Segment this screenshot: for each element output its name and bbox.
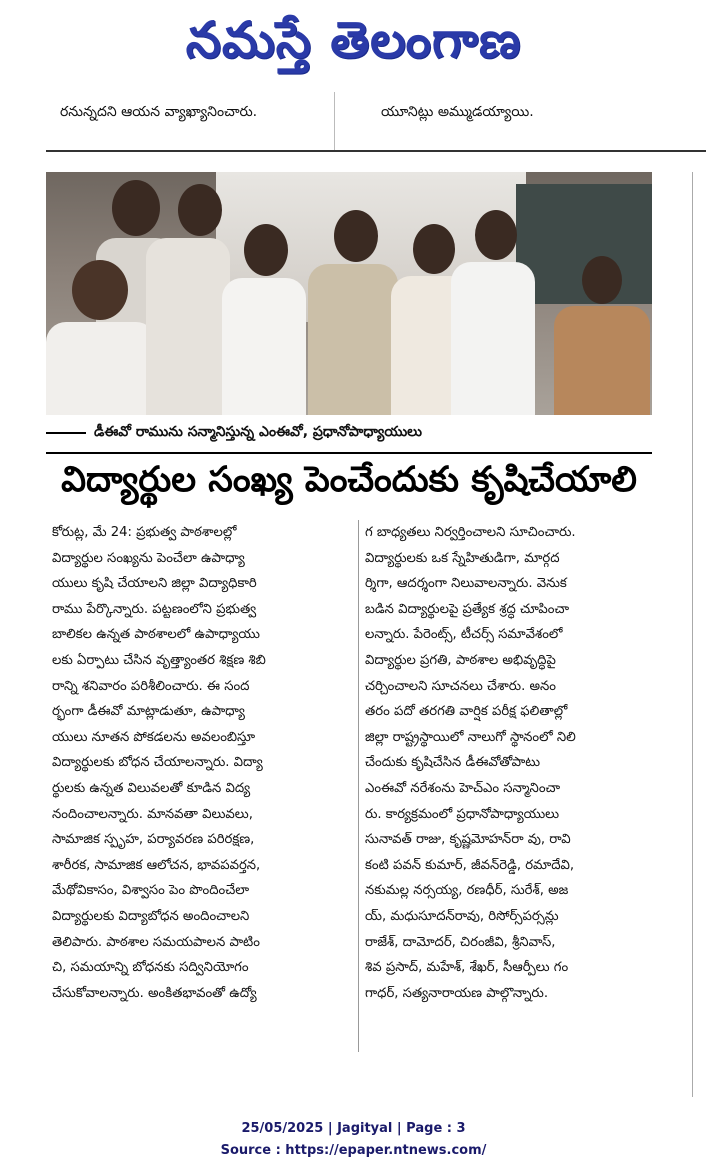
article-text-line: ర్భంగా డీఈవో మాట్లాడుతూ, ఉపాధ్యా [52, 704, 245, 720]
article-text-line: తరం పదో తరగతి వార్షిక పరీక్ష ఫలితాల్లో [365, 704, 568, 720]
page-footer [0, 1118, 707, 1162]
article-text-line: ఎంఈవో నరేశంను హెచ్‌ఎం సన్మానించా [365, 780, 561, 796]
article-text-line: రాము పేర్కొన్నారు. పట్టణంలోని ప్రభుత్వ [52, 601, 257, 617]
article-text-line: విద్యార్థులకు ఒక స్నేహితుడిగా, మార్గద [365, 550, 560, 566]
photo-caption-bar [46, 418, 652, 448]
article-text-line: ర్శిగా, ఆదర్శంగా నిలువాలన్నారు. వెనుక [365, 576, 567, 592]
article-text-line: కోరుట్ల, మే 24: ప్రభుత్వ పాఠశాలల్లో [52, 525, 237, 540]
masthead [0, 0, 707, 92]
column-divider [358, 520, 359, 1052]
article-text-line: రాన్ని శనివారం పరిశీలించారు. ఈ సంద [52, 678, 250, 694]
article-text-line: ర్థులకు ఉన్నత విలువలతో కూడిన విద్య [52, 780, 251, 796]
footer-edition-info: 25/05/2025 | Jagityal | Page : 3 [241, 1121, 466, 1136]
caption-rule [46, 432, 86, 434]
article-text-line: చేందుకు కృషిచేసిన డీఈవోతోపాటు [365, 755, 541, 771]
article-text-line: లకు ఏర్పాటు చేసిన వృత్త్యాంతర శిక్షణ శిబి [52, 652, 266, 668]
article-text-line: రు. కార్యక్రమంలో ప్రధానోపాధ్యాయులు [365, 806, 560, 822]
article-text-line: విద్యార్థులకు విద్యాబోధన అందించాలని [52, 908, 250, 924]
article-text-line: గాధర్‌, సత్యనారాయణ పాల్గొన్నారు. [365, 985, 549, 1001]
article-text-line: చర్చించాలని సూచనలు చేశారు. అనం [365, 678, 556, 694]
article-text-line: చేసుకోవాలన్నారు. అంకితభావంతో ఉద్యో [52, 985, 257, 1001]
headline-rule [46, 452, 652, 454]
article-text-line: యులు నూతన పోకడలను అవలంబిస్తూ [52, 729, 256, 745]
person-figure [146, 184, 230, 415]
previous-left-text: రనున్నదని ఆయన వ్యాఖ్యానించారు. [60, 104, 258, 120]
footer-source: Source : https://epaper.ntnews.com/ [220, 1143, 487, 1158]
article-text-line: రాజేశ్‌, దామోదర్‌, చిరంజీవి, శ్రీనివాస్‌, [365, 934, 556, 950]
article-text-line: నందించాలన్నారు. మానవతా విలువలు, [52, 806, 253, 822]
page-border [692, 172, 693, 1097]
person-figure [46, 260, 156, 415]
person-figure [451, 210, 535, 415]
article-text-line: మేథోవికాసం, విశ్వాసం పెం పొందించేలా [52, 883, 250, 899]
article-text-line: లన్నారు. పేరెంట్స్‌, టీచర్స్‌ సమావేశంలో [365, 627, 563, 643]
article-text-line: శారీరక, సామాజిక ఆలోచన, భావపవర్తన, [52, 857, 261, 873]
column-divider [334, 92, 335, 152]
article-text-line: విద్యార్థులకు బోధన చేయాలన్నారు. విద్యా [52, 755, 263, 771]
article-column-right [365, 520, 665, 1006]
article-text-line: తెలిపారు. పాఠశాల సమయపాలన పాటిం [52, 934, 260, 950]
article-text-line: విద్యార్థుల ప్రగతి, పాఠశాల అభివృద్ధిపై [365, 652, 556, 668]
previous-right-text: యూనిట్లు అమ్ముడయ్యాయి. [381, 104, 534, 120]
article-text-line: కంటి పవన్‌ కుమార్‌, జీవన్‌రెడ్డి, రమాదేవి, [365, 857, 575, 873]
photo-caption: డీఈవో రామును సన్మానిస్తున్న ఎంఈవో, ప్రధానోపాధ్యాయులు [94, 423, 422, 440]
article-text-line: విద్యార్థుల సంఖ్యను పెంచేలా ఉపాధ్యా [52, 550, 245, 566]
person-figure [554, 256, 650, 415]
article-text-line: జిల్లా రాష్ట్రస్థాయిలో నాలుగో స్థానంలో నిలి [365, 729, 576, 745]
previous-article-strip [46, 92, 706, 152]
article-text-line: సామాజిక స్పృహ, పర్యావరణ పరిరక్షణ, [52, 832, 255, 848]
section-rule [46, 150, 706, 152]
person-figure [308, 210, 398, 415]
article-column-left [52, 520, 352, 1006]
newspaper-logo: నమస్తే తెలంగాణ [185, 10, 522, 69]
article-text-line: గ బాధ్యతలు నిర్వర్తించాలని సూచించారు. [365, 525, 576, 540]
article-text-line: నకుమల్ల నర్సయ్య, రణధీర్‌, సురేశ్‌, అజ [365, 883, 569, 899]
article-text-line: బాలికల ఉన్నత పాఠశాలలో ఉపాధ్యాయు [52, 627, 260, 643]
article-headline: విద్యార్థుల సంఖ్య పెంచేందుకు కృషిచేయాలి [61, 460, 637, 500]
article-text-line: య్‌, మధుసూదన్‌రావు, రిసోర్స్‌పర్సన్లు [365, 908, 559, 924]
article-text-line: చి, సమయాన్ని బోధనకు సద్వినియోగం [52, 960, 249, 976]
person-figure [222, 224, 306, 415]
article-text-line: బడిన విద్యార్థులపై ప్రత్యేక శ్రద్ధ చూపించా [365, 601, 570, 617]
news-photo [46, 172, 652, 415]
article-text-line: శివ ప్రసాద్‌, మహేశ్‌, శేఖర్‌, సీఆర్పీలు గం [365, 960, 569, 976]
article-text-line: యులు కృషి చేయాలని జిల్లా విద్యాధికారి [52, 576, 257, 592]
article-text-line: సునావత్‌ రాజు, కృష్ణమోహన్‌రా వు, రావి [365, 832, 571, 848]
